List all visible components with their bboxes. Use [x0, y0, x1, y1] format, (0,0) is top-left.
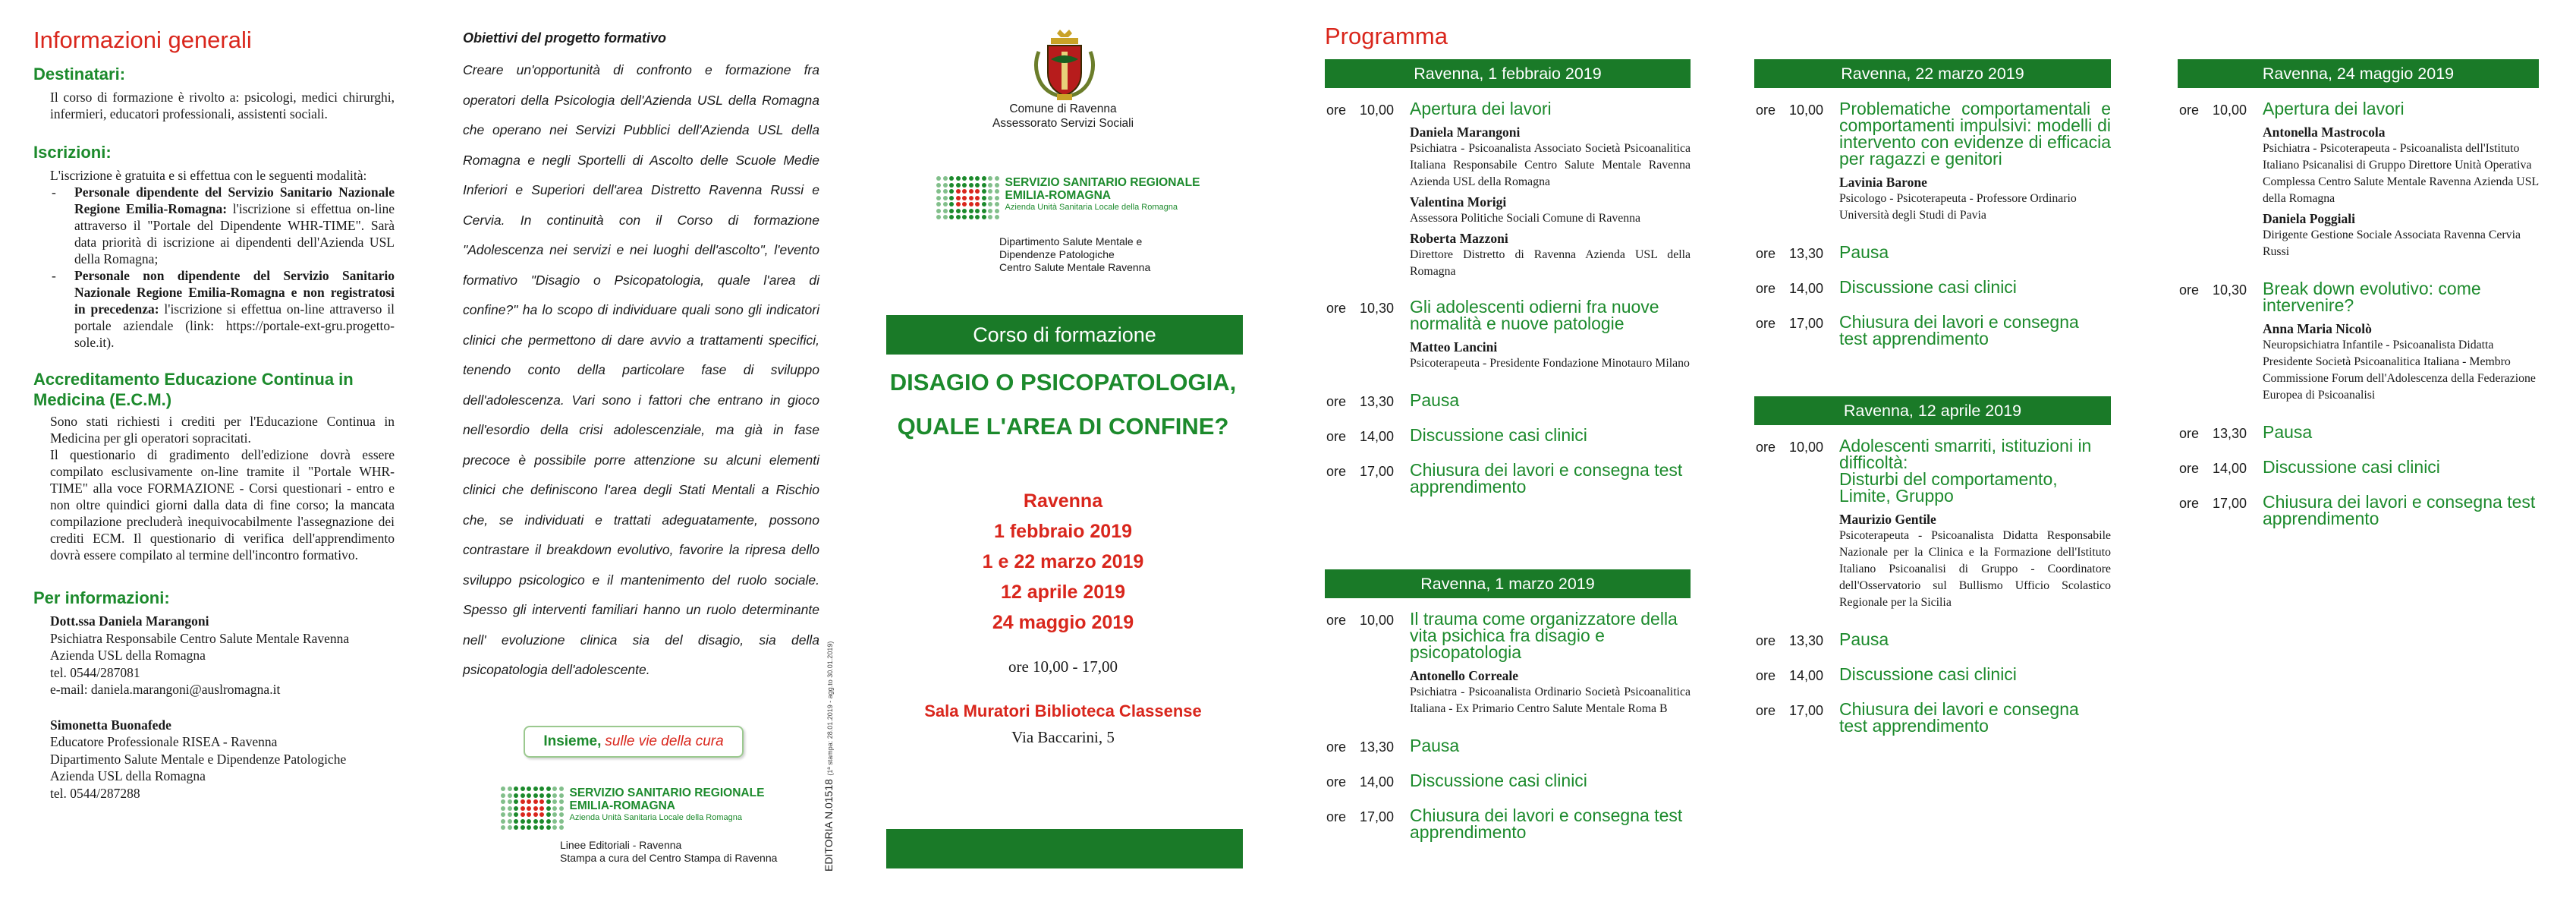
session: ore 13,30 Pausa [1756, 629, 1889, 649]
day-feb1-header: Ravenna, 1 febbraio 2019 [1325, 59, 1691, 88]
session: ore 10,00 Problematiche comportamentali e comportamenti impulsivi: modelli di intervento con evidenze di efficacia per ragazzi e genitori Lavinia Barone Psicologo - Psicoterapeuta - Professore Ordinario Università degli Studi di Pavia [1756, 99, 2111, 222]
session: ore 14,00 Discussione casi clinici [1756, 664, 2017, 684]
programme-column-2 [1754, 59, 2111, 347]
session: ore 10,00 Adolescenti smarriti, istituzioni in difficoltà: Disturbi del comportamento, Limite, Gruppo Maurizio Gentile Psicoterapeuta - Psicoanalista Didatta Responsabile Nazionale per la Clinica e la Formazione dell'Istituto Italiano Psicoanalisi di Gruppo - Coordinatore dell'Osservatorio sul Bullismo Ufficio Scolastico Regionale per la Sicilia [1756, 436, 2111, 609]
destinatari-text: Il corso di formazione è rivolto a: psicologi, medici chirurghi, infermieri, educatori professionali, assistenti sociali. [50, 90, 395, 121]
ssr-logo-back: SERVIZIO SANITARIO REGIONALE EMILIA-ROMAGNA Azienda Unità Sanitaria Locale della Romagna [501, 786, 764, 830]
course-title: DISAGIO O PSICOPATOLOGIA, QUALE L'AREA DI CONFINE? [889, 369, 1237, 440]
programme-column-2b [1754, 396, 2111, 734]
session: ore 14,00 Discussione casi clinici [2179, 457, 2440, 477]
info-panel [33, 0, 395, 911]
ecm-title: Accreditamento Educazione Continua in Medicina (E.C.M.) [33, 370, 354, 409]
contact-1: Dott.ssa Daniela Marangoni Psichiatra Responsabile Centro Salute Mentale Ravenna Azienda USL della Romagna tel. 0544/287081 e-mail: daniela.marangoni@auslromagna.it [50, 613, 350, 697]
ecm-text-1: Sono stati richiesti i crediti per l'Educazione Continua in Medicina per gli operatori sopracitati. [50, 414, 395, 446]
session: ore 10,30 Break down evolutivo: come intervenire? Anna Maria Nicolò Neuropsichiatra Infantile - Psicoanalista Didatta Presidente Società Psicoanalitica Italiana - Membro Commissione Forum dell'Adolescenza della Federazione Europea di Psicoanalisi [2179, 279, 2536, 402]
ssr-logo-cover: SERVIZIO SANITARIO REGIONALE EMILIA-ROMAGNA Azienda Unità Sanitaria Locale della Romagna [936, 176, 1200, 219]
session: ore 13,30 Pausa [2179, 422, 2313, 442]
objectives-text: Creare un'opportunità di confronto e formazione fra operatori della Psicologia dell'Azienda USL della Romagna che operano nei Servizi Pubblici dell'Azienda USL della Romagna e negli Sportelli di Ascolto delle Scuole Medie Inferiori e Superiori dell'area Distretto Ravenna Russi e Cervia. In continuità con il Corso di formazione "Adolescenza nei servizi e nei luoghi dell'ascolto", l'evento formativo "Disagio o Psicopatologia, quale l'area di confine?" ha lo scopo di individuare quali sono gli indicatori clinici che permettono di dare avvio a trattamenti specifici, tenendo conto della particolare fase di sviluppo dell'adolescenza. Vari sono i fattori che entrano in gioco nell'esordio della crisi adolescenziale, ma già in fase precoce è possibile porre attenzione su alcuni elementi clinici che definiscono l'area degli Stati Mentali a Rischio che, se individuati e trattati adeguatamente, possono contrastare il breakdown evolutivo, favorire la ripresa dello sviluppo psicologico e il mantenimento del ruolo sociale. Spesso gli interventi familiari hanno un ruolo determinante nell' evoluzione clinica sia del disagio, sia della psicopatologia dell'adolescente. [463, 62, 819, 677]
comune-crest-icon [1028, 29, 1101, 105]
email-link[interactable]: e-mail: daniela.marangoni@auslromagna.it [50, 682, 281, 697]
info-heading: Informazioni generali [33, 27, 252, 53]
session: ore 10,00 Il trauma come organizzatore della vita psichica fra disagio e psicopatologia Antonello Correale Psichiatra - Psicoanalista Ordinario Società Psicoanalitica Italiana - Ex Primario Centro Salute Mentale Roma B [1326, 609, 1691, 715]
info-contacts-title: Per informazioni: [33, 588, 170, 607]
session: ore 10,30 Gli adolescenti odierni fra nuove normalità e nuove patologie Matteo Lancini Psicoterapeuta - Presidente Fondazione Minotauro Milano [1326, 297, 1690, 370]
objectives-title: Obiettivi del progetto formativo [463, 30, 667, 46]
print-credits: Linee Editoriali - Ravenna Stampa a cura del Centro Stampa di Ravenna [560, 839, 778, 864]
course-dates: Ravenna 1 febbraio 2019 1 e 22 marzo 2019 12 aprile 2019 24 maggio 2019 [982, 490, 1144, 633]
comune-label: Comune di Ravenna Assessorato Servizi Sociali [992, 102, 1134, 130]
programme-column-1 [1325, 59, 1691, 495]
course-label: Corso di formazione [973, 323, 1156, 346]
day-apr12-header: Ravenna, 12 aprile 2019 [1754, 396, 2111, 425]
session: ore 17,00 Chiusura dei lavori e consegna test apprendimento [1326, 460, 1683, 496]
course-venue: Sala Muratori Biblioteca Classense [924, 701, 1202, 720]
course-band [886, 315, 1243, 355]
iscrizioni-title: Iscrizioni: [33, 143, 112, 162]
contact-2: Simonetta Buonafede Educatore Professionale RISEA - Ravenna Dipartimento Salute Mentale e Dipendenze Patologiche Azienda USL della Romagna tel. 0544/287288 [50, 717, 347, 801]
session: ore 17,00 Chiusura dei lavori e consegna test apprendimento [1326, 805, 1683, 842]
session: ore 14,00 Discussione casi clinici [1756, 277, 2017, 297]
course-hours: ore 10,00 - 17,00 [1008, 657, 1118, 676]
programme-column-1b [1325, 569, 1691, 840]
session: ore 10,00 Apertura dei lavori Antonella Mastrocola Psichiatra - Psicoterapeuta - Psicoanalista dell'Istituto Italiano Psicanalisi di Gruppo Direttore Unità Operativa Complessa Centro Salute Mentale Ravenna Azienda USL della Romagna Daniela Poggiali Dirigente Gestione Sociale Associata Ravenna Cervia Russi [2179, 99, 2539, 258]
programme-heading: Programma [1325, 23, 1448, 49]
session: ore 14,00 Discussione casi clinici [1326, 425, 1587, 445]
session: ore 13,30 Pausa [1326, 390, 1460, 410]
cover-bottom-band [886, 829, 1243, 868]
destinatari-title: Destinatari: [33, 65, 126, 84]
day-mar22-header: Ravenna, 22 marzo 2019 [1754, 59, 2111, 88]
iscrizioni-intro: L'iscrizione è gratuita e si effettua con le seguenti modalità: [50, 168, 367, 183]
session: ore 14,00 Discussione casi clinici [1326, 771, 1587, 790]
ssr-dots-icon [501, 786, 564, 830]
editoria-code: EDITORIA N.01518 (1ª stampa: 28.01.2019 - agg.to 30.01.2019) [822, 641, 835, 872]
session: ore 17,00 Chiusura dei lavori e consegna test apprendimento [2179, 492, 2536, 528]
department-label: Dipartimento Salute Mentale e Dipendenze Patologiche Centro Salute Mentale Ravenna [999, 235, 1151, 273]
ecm-text-2: Il questionario di gradimento dell'edizione dovrà essere compilato esclusivamente on-line tramite il "Portale WHR-TIME" alla voce FORMAZIONE - Corsi questionari - entro e non oltre quindici giorni dalla data di fine corso; la mancata compilazione precluderà inequivocabilmente l'assegnazione dei crediti ECM. Il questionario di verifica dell'apprendimento dovrà essere compilato al termine dell'incontro formativo. [50, 447, 395, 563]
session: ore 17,00 Chiusura dei lavori e consegna test apprendimento [1756, 699, 2079, 736]
portal-link-text: l'iscrizione si effettua on-line attraverso il portale aziendale (link: https://portale-ext-gru.progetto-sole.it). [74, 301, 395, 350]
course-address: Via Baccarini, 5 [1011, 728, 1115, 746]
iscrizioni-list [50, 184, 395, 351]
list-item: - Personale dipendente del Servizio Sanitario Nazionale Regione Emilia-Romagna: l'iscrizione si effettua on-line attraverso il "Portale del Dipendente WHR-TIME". Sarà data priorità di iscrizione ai dipendenti dell'Azienda USL della Romagna; [52, 184, 395, 266]
session: ore 13,30 Pausa [1326, 736, 1460, 755]
session: ore 10,00 Apertura dei lavori Daniela Marangoni Psichiatra - Psicoanalista Associato Società Psicoanalitica Italiana Responsabile Centro Salute Mentale Ravenna Azienda USL della Romagna Valentina Morigi Assessora Politiche Sociali Comune di Ravenna Roberta Mazzoni Direttore Distretto di Ravenna Azienda USL della Romagna [1326, 99, 1691, 278]
ssr-dots-icon [936, 176, 999, 219]
session: ore 13,30 Pausa [1756, 242, 1889, 262]
list-item: - Personale non dipendente del Servizio Sanitario Nazionale Regione Emilia-Romagna e non registratosi in precedenza: l'iscrizione si effettua on-line attraverso il portale aziendale (link: https://portale-ext-gru.progetto-sole.it). [52, 268, 395, 350]
objectives-panel [463, 0, 819, 911]
day-may24-header: Ravenna, 24 maggio 2019 [2178, 59, 2539, 88]
session: ore 17,00 Chiusura dei lavori e consegna test apprendimento [1756, 312, 2079, 348]
day-mar1-header: Ravenna, 1 marzo 2019 [1325, 569, 1691, 598]
insieme-badge: Insieme, sulle vie della cura [524, 726, 744, 758]
programme-column-3 [2178, 59, 2539, 527]
